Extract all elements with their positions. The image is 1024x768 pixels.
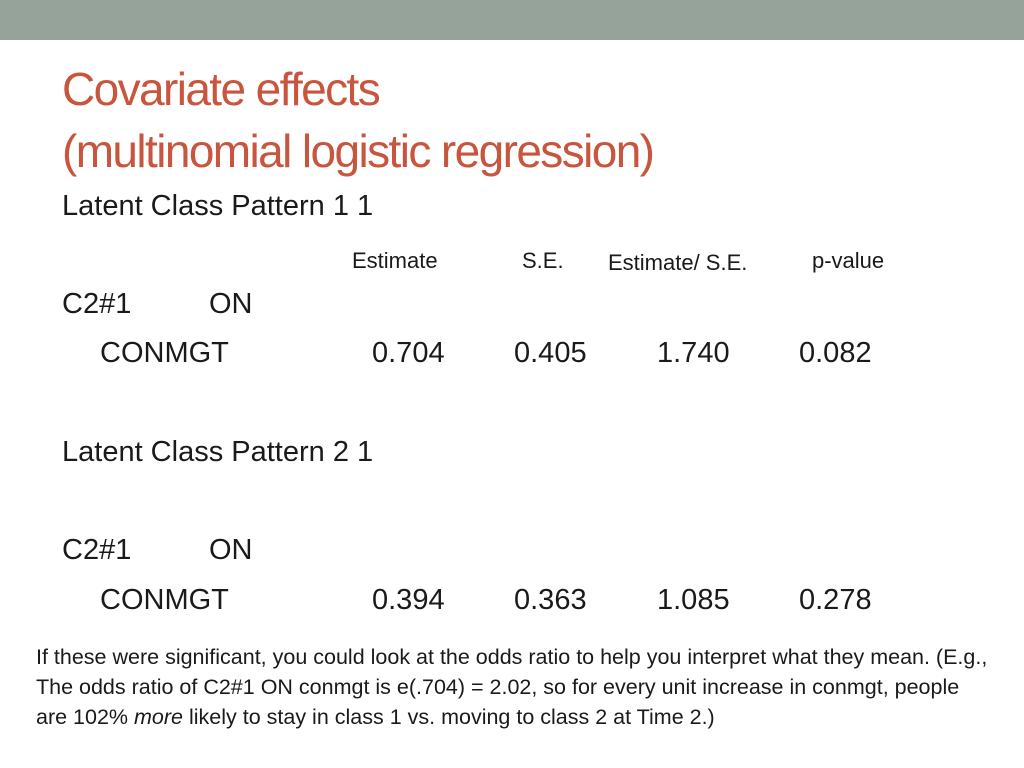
header-estimate: Estimate: [352, 248, 438, 273]
section-1-label: C2#1: [62, 288, 132, 320]
section-2-on: ON: [209, 534, 253, 566]
section-1-on: ON: [209, 288, 253, 320]
header-pvalue: p-value: [812, 248, 885, 273]
top-bar: [0, 0, 1024, 40]
section-1-est-se: 1.740: [657, 337, 730, 369]
section-2-label: C2#1: [62, 534, 132, 566]
interpretation-note: [36, 642, 996, 732]
section-1-variable: CONMGT: [100, 337, 229, 369]
note-text-after: likely to stay in class 1 vs. moving to class 2 at Time 2.): [183, 705, 715, 729]
title-line-1: Covariate effects: [62, 63, 380, 115]
header-se: S.E.: [522, 248, 564, 273]
section-1-estimate: 0.704: [372, 337, 445, 369]
header-est-se: Estimate/ S.E.: [608, 250, 748, 275]
section-2-pvalue: 0.278: [799, 584, 872, 616]
section-2-se: 0.363: [514, 584, 587, 616]
section-1-se: 0.405: [514, 337, 587, 369]
note-text-before: If these were significant, you could look at the odds ratio to help you interpret what they mean. (E.g., The odds ratio of C2#1 ON conmgt is e(.704) = 2.02, so for every unit increase in conmgt, people are 102%: [36, 645, 988, 729]
section-1-heading: Latent Class Pattern 1 1: [62, 190, 374, 222]
section-2-est-se: 1.085: [657, 584, 730, 616]
slide-title: [62, 58, 653, 182]
section-2-variable: CONMGT: [100, 584, 229, 616]
section-1-pvalue: 0.082: [799, 337, 872, 369]
section-2-heading: Latent Class Pattern 2 1: [62, 436, 374, 468]
section-2-estimate: 0.394: [372, 584, 445, 616]
title-line-2: (multinomial logistic regression): [62, 125, 654, 177]
note-emphasis: more: [134, 705, 183, 729]
